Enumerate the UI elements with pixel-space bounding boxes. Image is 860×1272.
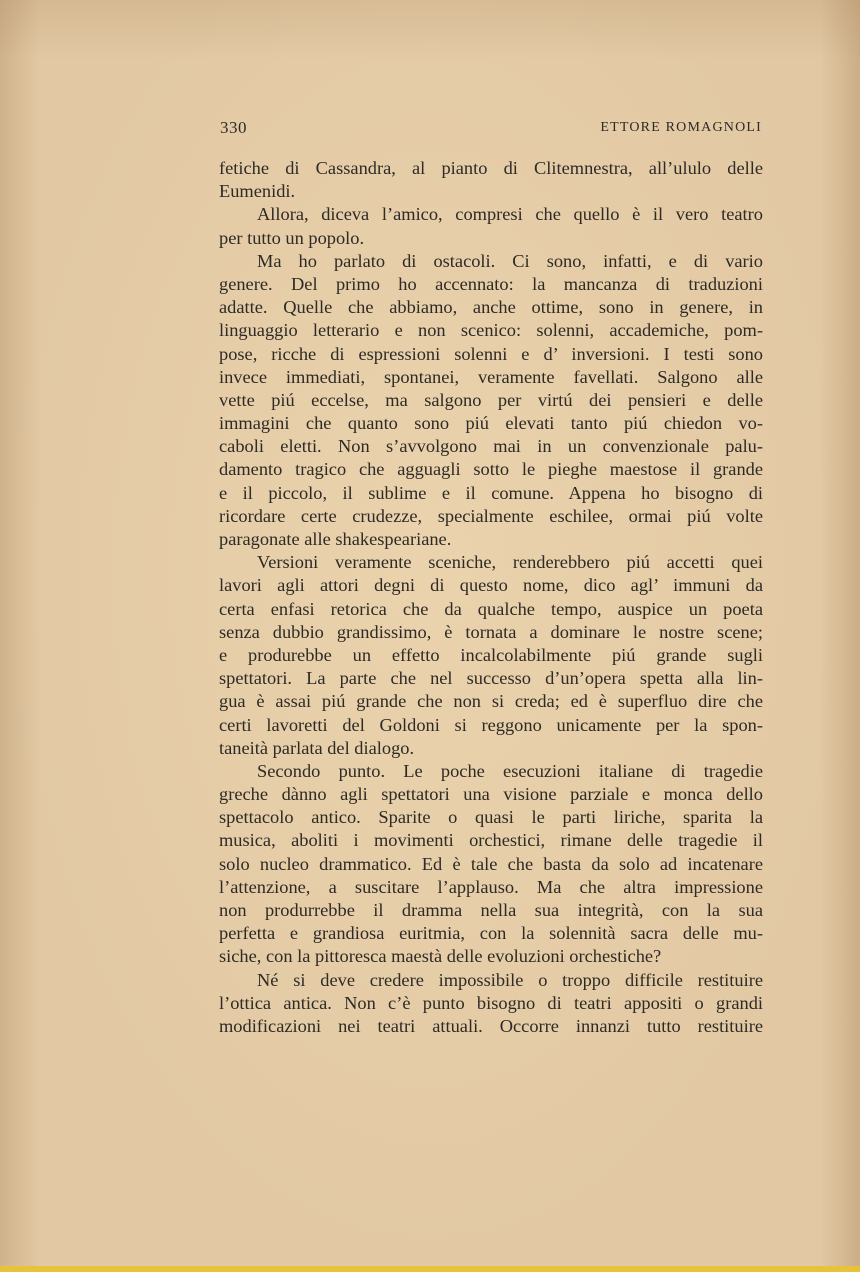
text-line: perfetta e grandiosa euritmia, con la solennità sacra delle mu- [219,923,763,944]
paragraph [219,551,763,760]
text-line: damento tragico che agguagli sotto le pieghe maestose il grande [219,459,763,480]
text-line: vette piú eccelse, ma salgono per virtú dei pensieri e delle [219,389,763,410]
text-line: non produrrebbe il dramma nella sua integrità, con la sua [219,900,763,920]
paragraph [219,157,763,203]
paragraph [219,250,763,551]
text-line: l’ottica antica. Non c’è punto bisogno di teatri appositi o grandi [219,992,763,1013]
text-line: per tutto un popolo. [219,227,365,248]
text-line: solo nucleo drammatico. Ed è tale che basta da solo ad incatenare [219,853,763,874]
text-line: siche, con la pittoresca maestà delle evoluzioni orchestiche? [219,946,662,967]
text-line: senza dubbio grandissimo, è tornata a dominare le nostre scene; [219,621,763,642]
text-line: paragonate alle shakespeariane. [219,529,452,549]
text-line: Versioni veramente sceniche, renderebbero piú accetti quei [257,552,763,573]
text-line: modificazioni nei teatri attuali. Occorre innanzi tutto restituire [219,1015,763,1036]
text-line: pose, ricche di espressioni solenni e d’ inversioni. I testi sono [219,343,763,364]
paragraph [219,760,763,969]
text-line: certi lavoretti del Goldoni si reggono unicamente per la spon- [219,714,763,735]
text-line: lavori agli attori degni di questo nome, dico agl’ immuni da [219,575,763,596]
text-line: caboli eletti. Non s’avvolgono mai in un convenzionale palu- [219,436,763,457]
paragraph [219,203,763,249]
text-line: spettacolo antico. Sparite o quasi le parti liriche, sparita la [219,807,763,828]
text-line: adatte. Quelle che abbiamo, anche ottime, sono in genere, in [219,297,763,318]
bottom-edge-strip [0,1266,860,1272]
body-text [219,157,763,1038]
paragraph [219,969,763,1039]
text-line: Eumenidi. [219,181,296,202]
text-line: spettatori. La parte che nel successo d’un’opera spetta alla lin- [219,668,763,689]
text-line: e il piccolo, il sublime e il comune. Appena ho bisogno di [219,482,763,503]
text-line: invece immediati, spontanei, veramente favellati. Salgono alle [219,366,763,387]
page-number: 330 [220,118,247,137]
text-line: gua è assai piú grande che non si creda; ed è superfluo dire che [219,691,763,712]
text-line: musica, aboliti i movimenti orchestici, rimane delle tragedie il [219,830,763,851]
running-head: ETTORE ROMAGNOLI [600,120,762,135]
text-line: Ma ho parlato di ostacoli. Ci sono, infatti, e di vario [257,250,763,271]
text-line: immagini che quanto sono piú elevati tanto piú chiedon vo- [219,413,763,434]
text-line: Né si deve credere impossibile o troppo difficile restituire [257,969,763,990]
text-line: l’attenzione, a suscitare l’applauso. Ma che altra impressione [219,876,763,897]
text-line: Secondo punto. Le poche esecuzioni italiane di tragedie [257,760,763,781]
text-line: greche dànno agli spettatori una visione parziale e monca dello [219,784,763,805]
text-line: taneità parlata del dialogo. [219,737,415,758]
text-line: certa enfasi retorica che da qualche tempo, auspice un poeta [219,598,763,619]
text-line: genere. Del primo ho accennato: la mancanza di traduzioni [219,273,763,294]
text-line: e produrebbe un effetto incalcolabilmente piú grande sugli [219,644,763,665]
page-header [220,118,762,142]
text-line: fetiche di Cassandra, al pianto di Clitemnestra, all’ululo delle [219,158,763,178]
text-line: ricordare certe crudezze, specialmente eschilee, ormai piú volte [219,505,763,526]
text-line: Allora, diceva l’amico, compresi che quello è il vero teatro [257,204,763,225]
text-line: linguaggio letterario e non scenico: solenni, accademiche, pom- [219,320,763,341]
